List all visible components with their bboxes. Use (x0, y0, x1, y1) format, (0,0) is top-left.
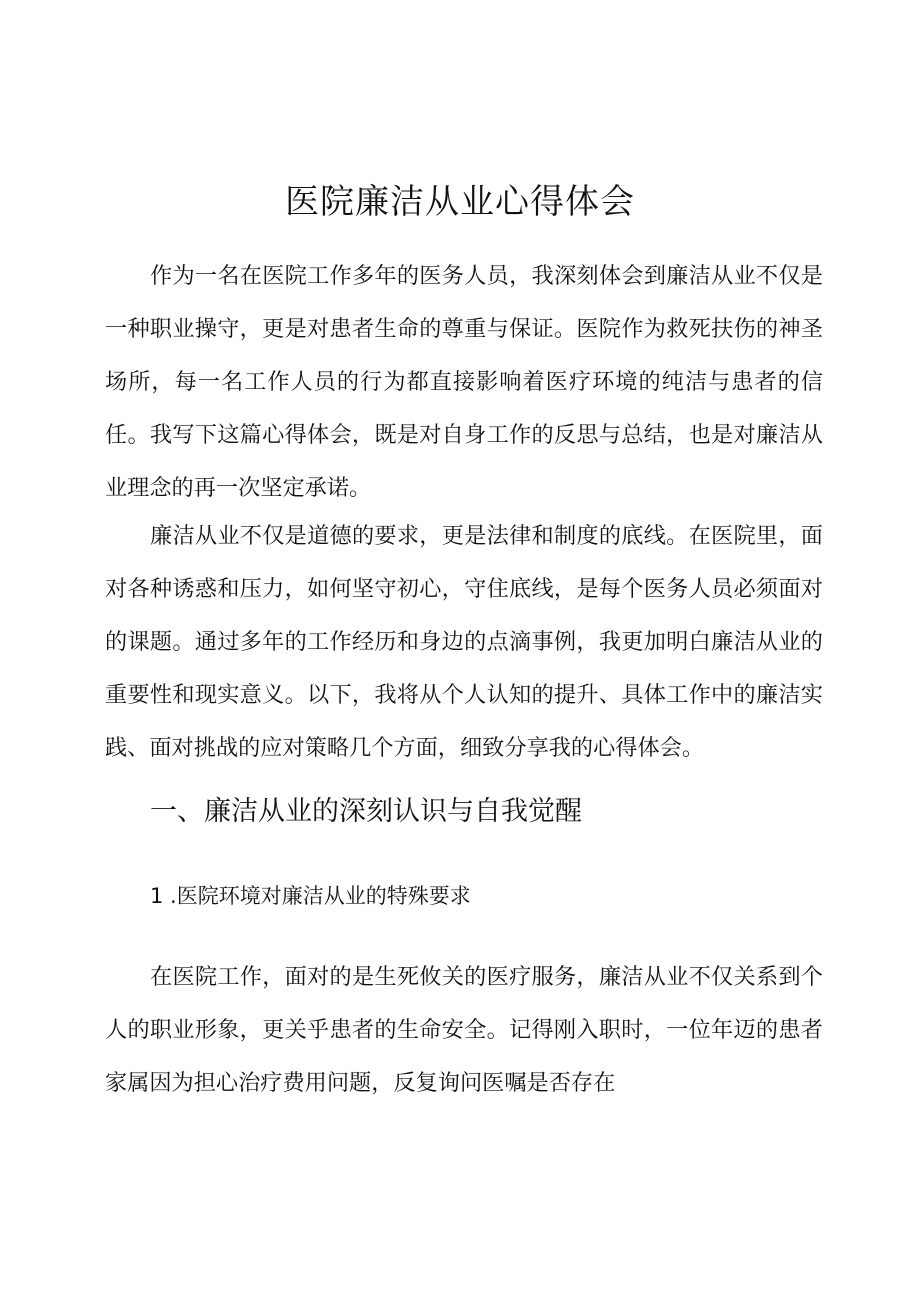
intro-paragraph-1: 作为一名在医院工作多年的医务人员，我深刻体会到廉洁从业不仅是一种职业操守，更是对患者生命的尊重与保证。医院作为救死扶伤的神圣场所，每一名工作人员的行为都直接影响着医疗环境的纯洁与患者的信任。我写下这篇心得体会，既是对自身工作的反思与总结，也是对廉洁从业理念的再一次坚定承诺。 (105, 263, 823, 501)
section-heading: 一、廉洁从业的深刻认识与自我觉醒 (150, 796, 582, 827)
intro-paragraph-2: 廉洁从业不仅是道德的要求，更是法律和制度的底线。在医院里，面对各种诱惑和压力，如何坚守初心，守住底线，是每个医务人员必须面对的课题。通过多年的工作经历和身边的点滴事例，我更加明白廉洁从业的重要性和现实意义。以下，我将从个人认知的提升、具体工作中的廉洁实践、面对挑战的应对策略几个方面，细致分享我的心得体会。 (105, 523, 823, 761)
subsection-heading: 1 .医院环境对廉洁从业的特殊要求 (150, 884, 471, 908)
subsection-paragraph: 在医院工作，面对的是生死攸关的医疗服务，廉洁从业不仅关系到个人的职业形象，更关乎患者的生命安全。记得刚入职时，一位年迈的患者家属因为担心治疗费用问题，反复询问医嘱是否存在 (105, 964, 823, 1096)
document-title: 医院廉洁从业心得体会 (285, 182, 635, 222)
